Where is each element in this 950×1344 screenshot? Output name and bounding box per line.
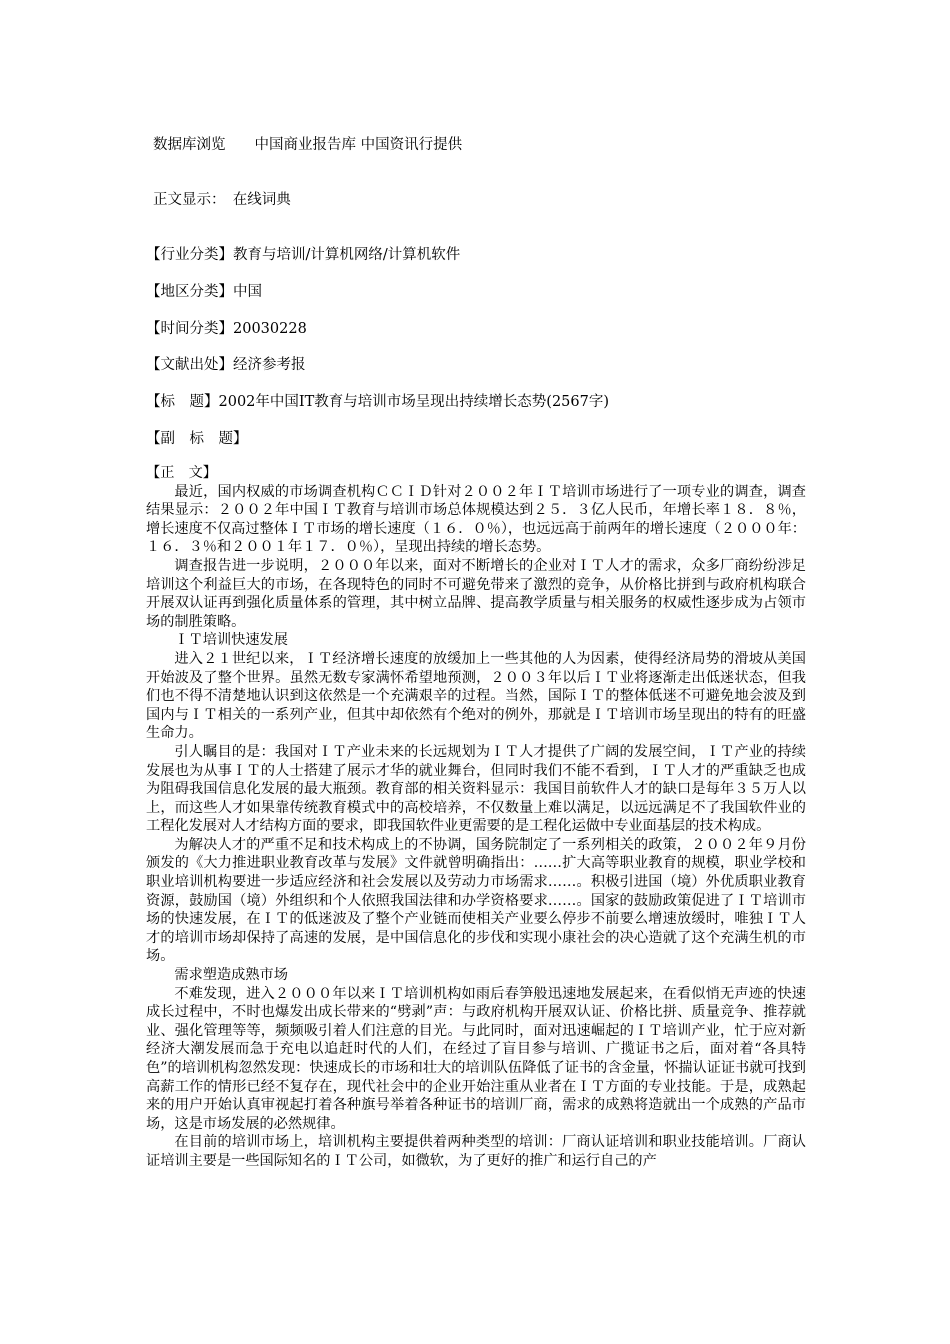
meta-value: 2002年中国IT教育与培训市场呈现出持续增长态势(2567字) — [218, 394, 610, 410]
text-display-line: 正文显示： 在线词典 — [153, 192, 291, 208]
body-paragraph: 为解决人才的严重不足和技术构成上的不协调，国务院制定了一系列相关的政策，２００２年９月份颁发的《大力推进职业教育改革与发展》文件就曾明确指出：……扩大高等职业教育的规模，职业学校和职业培训机构要进一步适应经济和社会发展以及劳动力市场需求……。积极引进国（境）外优质职业教育资源，鼓励国（境）外组织和个人依照我国法律和办学资格要求……。国家的鼓励政策促进了ＩＴ培训市场的快速发展，在ＩＴ的低迷波及了整个产业链而使相关产业要么停步不前要么增速放缓时，唯独ＩＴ人才的培训市场却保持了高速的发展，是中国信息化的步伐和实现小康社会的决心造就了这个充满生机的市场。 — [146, 836, 806, 965]
meta-label: 【副 标 题】 — [146, 431, 248, 447]
meta-date — [146, 319, 307, 339]
meta-value: 20030228 — [233, 321, 307, 337]
meta-label: 【时间分类】 — [146, 321, 233, 337]
section-heading: ＩＴ培训快速发展 — [174, 632, 288, 649]
meta-value: 中国 — [233, 284, 262, 300]
section-heading: 需求塑造成熟市场 — [174, 967, 288, 984]
body-label: 【正 文】 — [146, 465, 217, 481]
meta-title — [146, 392, 609, 412]
article-body — [146, 464, 806, 1171]
body-paragraph: 在目前的培训市场上，培训机构主要提供着两种类型的培训：厂商认证培训和职业技能培训。厂商认证培训主要是一些国际知名的ＩＴ公司，如微软，为了更好的推广和运行自己的产 — [146, 1134, 806, 1169]
meta-label: 【地区分类】 — [146, 284, 233, 300]
meta-label: 【文献出处】 — [146, 357, 233, 373]
database-breadcrumb: 数据库浏览 中国商业报告库 中国资讯行提供 — [153, 137, 463, 153]
meta-subtitle — [146, 429, 248, 449]
meta-value: 经济参考报 — [233, 357, 306, 373]
body-paragraph: 进入２１世纪以来，ＩＴ经济增长速度的放缓加上一些其他的人为因素，使得经济局势的滑坡从美国开始波及了整个世界。虽然无数专家满怀希望地预测，２００３年以后ＩＴ业将逐渐走出低迷状态，但我们也不得不清楚地认识到这依然是一个充满艰辛的过程。当然，国际ＩＴ的整体低迷不可避免地会波及到国内与ＩＴ相关的一系列产业，但其中却依然有个绝对的例外，那就是ＩＴ培训市场呈现出的特有的旺盛生命力。 — [146, 650, 806, 742]
body-paragraph: 引人瞩目的是：我国对ＩＴ产业未来的长远规划为ＩＴ人才提供了广阔的发展空间，ＩＴ产业的持续发展也为从事ＩＴ的人士搭建了展示才华的就业舞台，但同时我们不能不看到，ＩＴ人才的严重缺乏也成为阻碍我国信息化发展的最大瓶颈。教育部的相关资料显示：我国目前软件人才的缺口是每年３５万人以上，而这些人才如果靠传统教育模式中的高校培养，不仅数量上难以满足，以远远满足不了我国软件业的工程化发展对人才结构方面的要求，即我国软件业更需要的是工程化运做中专业面基层的技术构成。 — [146, 743, 806, 835]
meta-value: 教育与培训/计算机网络/计算机软件 — [233, 247, 461, 263]
meta-industry — [146, 245, 460, 265]
meta-source — [146, 355, 306, 375]
body-paragraph: 调查报告进一步说明，２０００年以来，面对不断增长的企业对ＩＴ人才的需求，众多厂商纷纷涉足培训这个利益巨大的市场，在各现特色的同时不可避免带来了激烈的竞争，从价格比拼到与政府机构联合开展双认证再到强化质量体系的管理，其中树立品牌、提高教学质量与相关服务的权威性逐步成为占领市场的制胜策略。 — [146, 557, 806, 630]
meta-label: 【标 题】 — [146, 394, 219, 410]
meta-label: 【行业分类】 — [146, 247, 233, 263]
body-paragraph: 最近，国内权威的市场调查机构ＣＣＩＤ针对２００２年ＩＴ培训市场进行了一项专业的调查，调查结果显示：２００２年中国ＩＴ教育与培训市场总体规模达到２５．３亿人民币，年增长率１８．８％，增长速度不仅高过整体ＩＴ市场的增长速度（１６．０％），也远远高于前两年的增长速度（２０００年：１６．３％和２００１年１７．０％），呈现出持续的增长态势。 — [146, 483, 806, 556]
meta-region — [146, 282, 262, 302]
body-paragraph: 不难发现，进入２０００年以来ＩＴ培训机构如雨后春笋般迅速地发展起来，在看似悄无声迹的快速成长过程中，不时也爆发出成长带来的“劈剥”声：与政府机构开展双认证、价格比拼、质量竞争、推荐就业、强化管理等等，频频吸引着人们注意的目光。与此同时，面对迅速崛起的ＩＴ培训产业，忙于应对新经济大潮发展而急于充电以追赶时代的人们，在经过了盲目参与培训、广揽证书之后，面对着“各具特色”的培训机构忽然发现：快速成长的市场和壮大的培训队伍降低了证书的含金量，怀揣认证证书就可找到高薪工作的情形已经不复存在，现代社会中的企业开始注重从业者在ＩＴ方面的专业技能。于是，成熟起来的用户开始认真审视起打着各种旗号举着各种证书的培训厂商，需求的成熟将造就出一个成熟的产品市场，这是市场发展的必然规律。 — [146, 985, 806, 1132]
